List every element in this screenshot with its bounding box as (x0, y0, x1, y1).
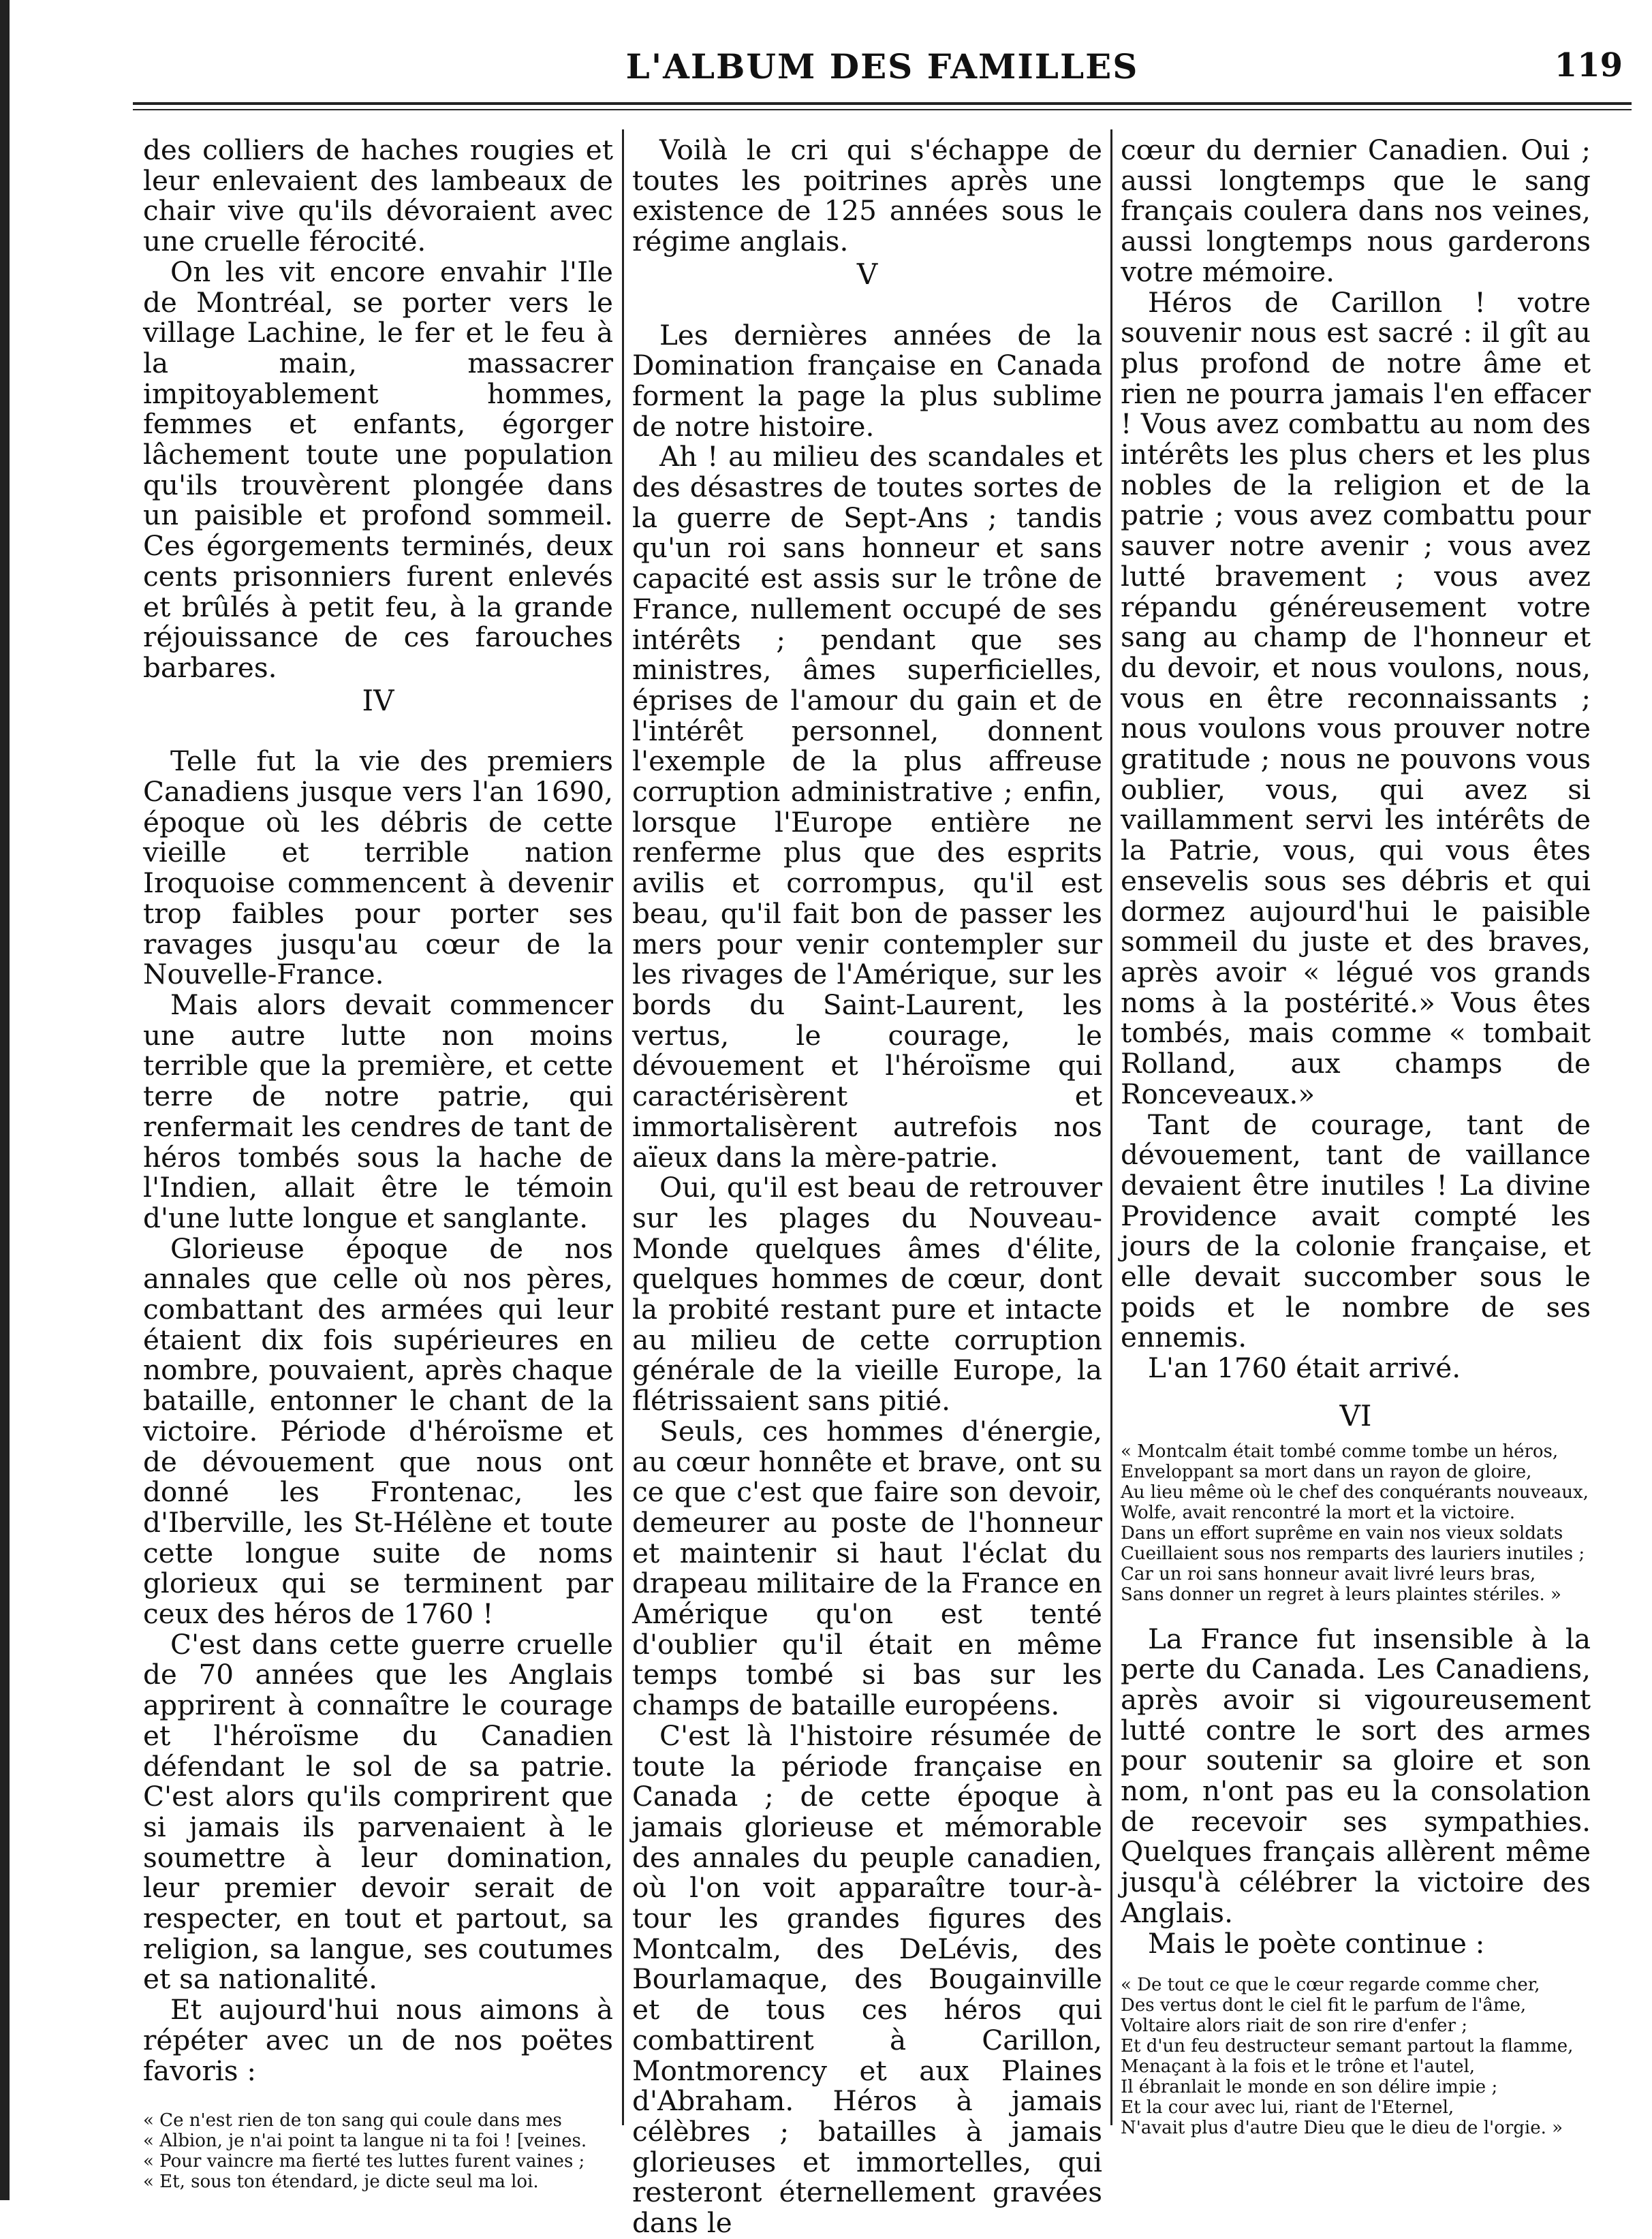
header-rule-thin (133, 109, 1632, 110)
poem-line: « Pour vaincre ma fierté tes luttes furent vaines ; (143, 2151, 585, 2172)
section-heading: IV (362, 683, 394, 717)
scan-noise (27, 2146, 1628, 2187)
poem-line: Enveloppant sa mort dans un rayon de gloire, (1121, 1461, 1532, 1482)
paragraph: des colliers de haches rougies et leur enlevaient des lambeaux de chair vive qu'ils dévoraient avec une cruelle férocité. (143, 134, 613, 258)
poem-line: Wolfe, avait rencontré la mort et la victoire. (1121, 1502, 1516, 1523)
paragraph: Ah ! au milieu des scandales et des désastres de toutes sortes de la guerre de Sept-Ans ; tandis qu'un roi sans honneur et sans capacité est assis sur le trône de France, nullement occupé de ses intérêts ; pendant que ses ministres, âmes superficielles, éprises de l'amour du gain et de l'intérêt personnel, donnent l'exemple de la plus affreuse corruption administrative ; enfin, lorsque l'Europe entière ne renferme plus que des esprits avilis et corrompus, qu'il est beau, qu'il fait bon de passer les mers pour venir contempler sur les rivages de l'Amérique, sur les bords du Saint-Laurent, les vertus, le courage, le dévouement et l'héroïsme qui caractérisèrent et immortalisèrent autrefois nos aïeux dans la mère-patrie. (632, 440, 1102, 1174)
poem-line: « De tout ce que le cœur regarde comme cher, (1121, 1975, 1540, 1996)
poem-line: Car un roi sans honneur avait livré leurs bras, (1121, 1563, 1536, 1584)
poem-line: Dans un effort suprême en vain nos vieux soldats (1121, 1522, 1563, 1544)
poem-line: Cueillaient sous nos remparts des lauriers inutiles ; (1121, 1543, 1585, 1564)
paragraph: Et aujourd'hui nous aimons à répéter avec un de nos poëtes favoris : (143, 1993, 613, 2087)
paragraph: Voilà le cri qui s'échappe de toutes les poitrines après une existence de 125 années sous le régime anglais. (632, 134, 1102, 258)
paragraph: Tant de courage, tant de dévouement, tant de vaillance devaient être inutiles ! La divine Providence avait compté les jours de la colonie française, et elle devait succomber sous le poids et le nombre de ses ennemis. (1121, 1108, 1591, 1354)
text-column-3 (1121, 135, 1591, 2138)
header-rule (133, 102, 1632, 105)
paragraph: Héros de Carillon ! votre souvenir nous est sacré : il gît au plus profond de notre âme et rien ne pourra jamais l'en effacer ! Vous avez combattu au nom des intérêts les plus chers et les plus nobles de la religion et de la patrie ; vous avez combattu pour sauver notre avenir ; vous avez lutté bravement ; vous avez répandu généreusement votre sang au champ de l'honneur et du devoir, et nous voulons, nous, vous en être reconnaissants ; nous voulons vous prouver notre gratitude ; nous ne pouvons vous oublier, vous, qui avez si vaillamment servi les intérêts de la Patrie, vous, qui vous êtes ensevelis sous ses débris et qui dormez aujourd'hui le paisible sommeil du juste et des braves, après avoir « légué vos grands noms à la postérité.» Vous êtes tombés, mais comme « tombait Rolland, aux champs de Ronceveaux.» (1121, 285, 1591, 1110)
paragraph: C'est dans cette guerre cruelle de 70 années que les Anglais apprirent à connaître le courage et l'héroïsme du Canadien défendant le sol de sa patrie. C'est alors qu'ils comprirent que si jamais ils parvenaient à le soumettre à leur domination, leur premier devoir serait de respecter, en tout et partout, sa religion, sa langue, ses coutumes et sa nationalité. (143, 1627, 613, 1996)
spacer (1121, 1605, 1591, 1624)
paragraph: Seuls, ces hommes d'énergie, au cœur honnête et brave, ont su ce que c'est que faire son devoir, demeurer au poste de l'honneur et maintenir si haut l'éclat du drapeau militaire de la France en Amérique qu'on est tenté d'oublier qu'il était en même temps tombé si bas sur les champs de bataille européens. (632, 1414, 1102, 1722)
column-divider (622, 129, 624, 2125)
section-heading: VI (1339, 1398, 1372, 1432)
text-column-2 (632, 135, 1102, 2238)
column-divider (1110, 129, 1112, 2125)
poem-line: Et la cour avec lui, riant de l'Eternel, (1121, 2097, 1454, 2118)
scan-edge (0, 0, 10, 2200)
paragraph: Mais alors devait commencer une autre lutte non moins terrible que la première, et cette terre de notre patrie, qui renfermait les cendres de tant de héros tombés sous la hache de l'Indien, allait être le témoin d'une lutte longue et sanglante. (143, 988, 613, 1234)
paragraph: cœur du dernier Canadien. Oui ; aussi longtemps que le sang français coulera dans nos veines, aussi longtemps nous garderons votre mémoire. (1121, 134, 1591, 288)
poem-quote (1121, 1441, 1591, 1605)
poem-line: Au lieu même où le chef des conquérants nouveaux, (1121, 1482, 1589, 1503)
page-header (136, 46, 1628, 94)
running-title: L'ALBUM DES FAMILLES (625, 46, 1139, 87)
poem-line: Des vertus dont le ciel fit le parfum de l'âme, (1121, 1995, 1527, 2016)
poem-line: « Montcalm était tombé comme tombe un héros, (1121, 1441, 1559, 1462)
poem-line: Voltaire alors riait de son rire d'enfer ; (1121, 2016, 1467, 2037)
poem-line: Sans donner un regret à leurs plaintes stériles. » (1121, 1584, 1561, 1605)
page-number: 119 (1554, 46, 1623, 84)
poem-line: Il ébranlait le monde en son délire impie ; (1121, 2077, 1498, 2098)
poem-line: « Albion, je n'ai point ta langue ni ta foi ! [veines. (143, 2131, 587, 2152)
paragraph: Oui, qu'il est beau de retrouver sur les plages du Nouveau-Monde quelques âmes d'élite, quelques hommes de cœur, dont la probité restant pure et intacte au milieu de cette corruption générale de la vieille Europe, la flétrissaient sans pitié. (632, 1171, 1102, 1418)
paragraph: Mais le poète continue : (1148, 1926, 1485, 1960)
poem-line: « Et, sous ton étendard, je dicte seul ma loi. (143, 2172, 539, 2193)
poem-line: Et d'un feu destructeur semant partout la flamme, (1121, 2036, 1574, 2057)
poem-line: « Ce n'est rien de ton sang qui coule dans mes (143, 2110, 562, 2131)
paragraph: La France fut insensible à la perte du Canada. Les Canadiens, après avoir si vigoureusement lutté contre le sort des armes pour soutenir sa gloire et son nom, n'ont pas eu la consolation de recevoir ses sympathies. Quelques français allèrent même jusqu'à célébrer la victoire des Anglais. (1121, 1622, 1591, 1929)
paragraph: Les dernières années de la Domination française en Canada forment la page la plus sublime de notre histoire. (632, 318, 1102, 443)
paragraph: On les vit encore envahir l'Ile de Montréal, se porter vers le village Lachine, le fer et le feu à la main, massacrer impitoyablement hommes, femmes et enfants, égorger lâchement toute une population qu'ils trouvèrent plongée dans un paisible et profond sommeil. Ces égorgements terminés, deux cents prisonniers furent enlevés et brûlés à petit feu, à la grande réjouissance de ces farouches barbares. (143, 255, 613, 684)
paragraph: C'est là l'histoire résumée de toute la période française en Canada ; de cette époque à jamais glorieuse et mémorable des annales du peuple canadien, où l'on voit apparaître tour-à-tour les grandes figures des Montcalm, des DeLévis, des Bourlamaque, des Bougainville et de tous ces héros qui combattirent à Carillon, Montmorency et aux Plaines d'Abraham. Héros à jamais célèbres ; batailles à jamais glorieuses et immortelles, qui resteront éternellement gravées dans le (632, 1719, 1102, 2239)
paragraph: Telle fut la vie des premiers Canadiens jusque vers l'an 1690, époque où les débris de cette vieille et terrible nation Iroquoise commencent à devenir trop faibles pour porter ses ravages jusqu'au cœur de la Nouvelle-France. (143, 745, 613, 991)
text-column-1 (143, 135, 613, 2192)
poem-quote (1121, 1975, 1591, 2138)
paragraph: L'an 1760 était arrivé. (1148, 1351, 1461, 1385)
paragraph: Glorieuse époque de nos annales que celle où nos pères, combattant des armées qui leur étaient dix fois supérieures en nombre, pouvaient, après chaque bataille, entonner le chant de la victoire. Période d'héroïsme et de dévouement que nous ont donné les Frontenac, les d'Iberville, les St-Hélène et toute cette longue suite de noms glorieux qui se terminent par ceux des héros de 1760 ! (143, 1232, 613, 1631)
section-heading: V (856, 257, 878, 291)
poem-line: N'avait plus d'autre Dieu que le dieu de l'orgie. » (1121, 2118, 1563, 2139)
poem-line: Menaçant à la fois et le trône et l'autel, (1121, 2056, 1476, 2078)
